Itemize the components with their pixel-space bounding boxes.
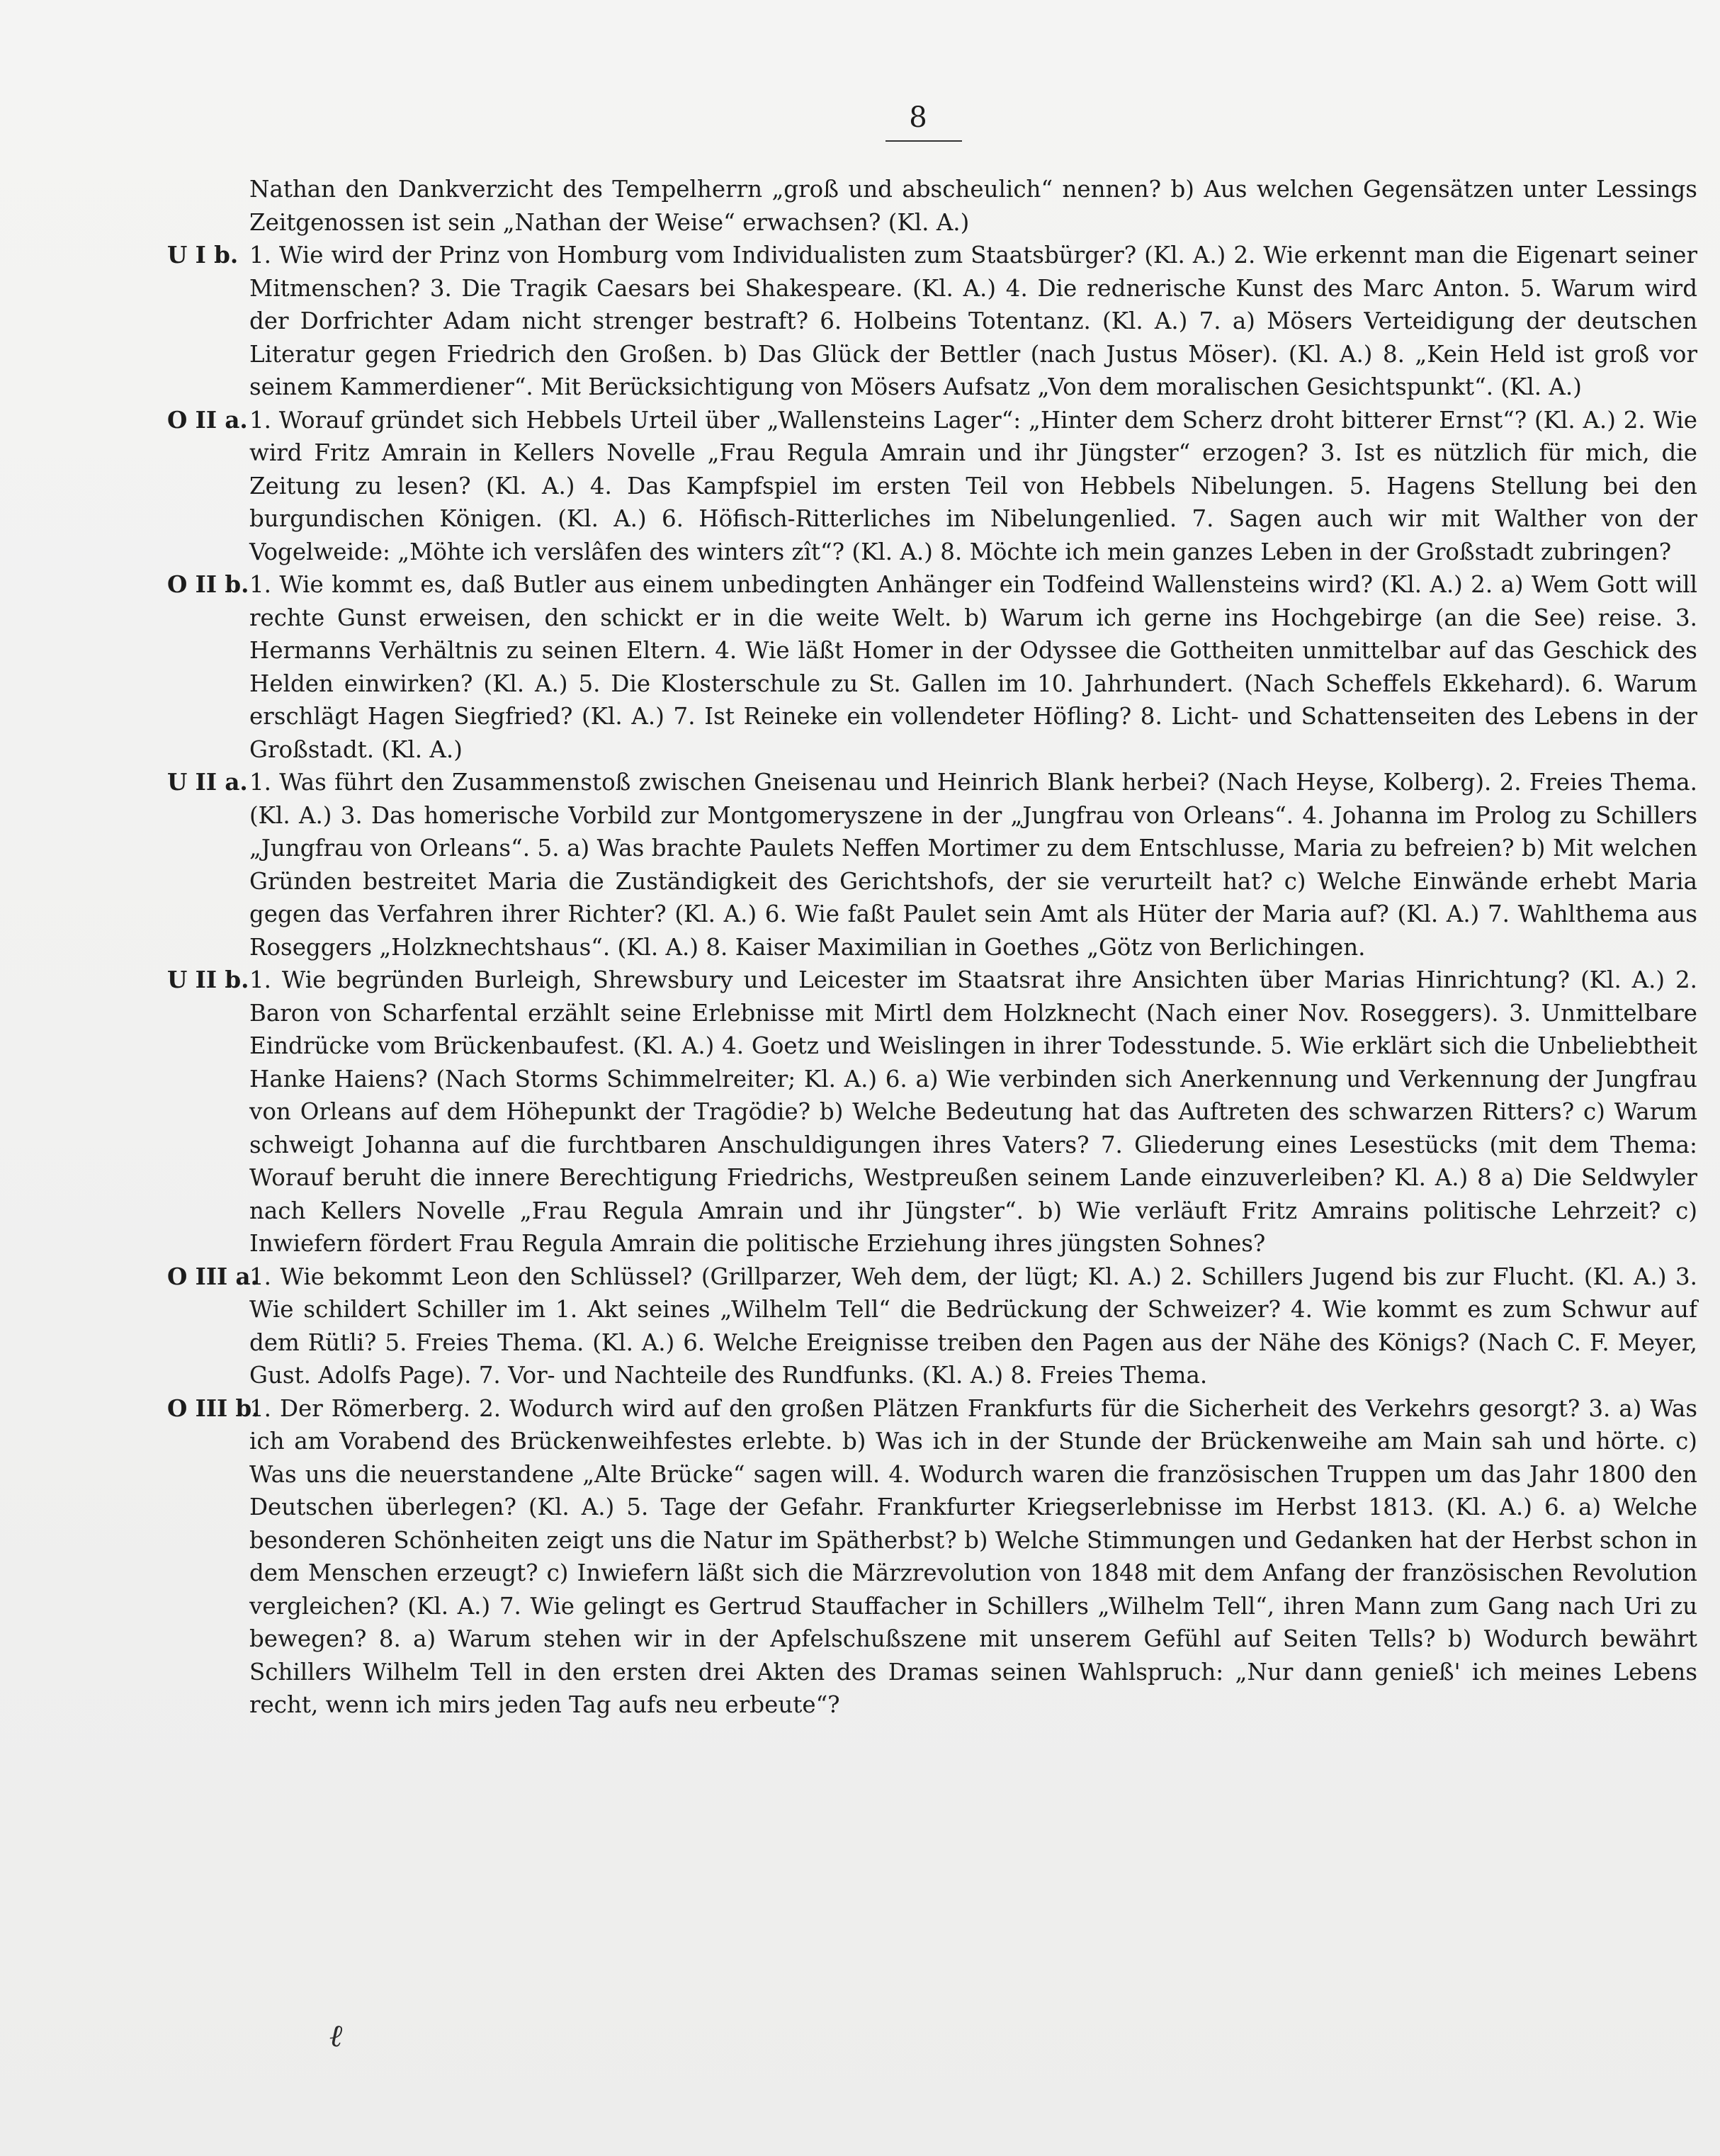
section-label: O III a.: [167, 1262, 259, 1290]
section-label: U II a.: [167, 768, 248, 796]
section-text: 1. Was führt den Zusammenstoß zwischen Gneisenau und Heinrich Blank herbei? (Nach Heyse, Kolberg). 2. Freies Thema. (Kl. A.) 3. Das homerische Vorbild zur Montgomeryszene in der „Jungfrau von Orleans“. 4. Johanna im Prolog zu Schillers „Jungfrau von Orleans“. 5. a) Was brachte Paulets Neffen Mortimer zu dem Entschlusse, Maria zu befreien? b) Mit welchen Gründen bestreitet Maria die Zuständigkeit des Gerichtshofs, der sie verurteilt hat? c) Welche Einwände erhebt Maria gegen das Verfahren ihrer Richter? (Kl. A.) 6. Wie faßt Paulet sein Amt als Hüter der Maria auf? (Kl. A.) 7. Wahlthema aus Roseggers „Holzknechtshaus“. (Kl. A.) 8. Kaiser Maximilian in Goethes „Götz von Berlichingen.: [249, 769, 1697, 961]
section-text: 1. Wie bekommt Leon den Schlüssel? (Grillparzer, Weh dem, der lügt; Kl. A.) 2. Schillers Jugend bis zur Flucht. (Kl. A.) 3. Wie schildert Schiller im 1. Akt seines „Wilhelm Tell“ die Bedrückung der Schweizer? 4. Wie kommt es zum Schwur auf dem Rütli? 5. Freies Thema. (Kl. A.) 6. Welche Ereignisse treiben den Pagen aus der Nähe des Königs? (Nach C. F. Meyer, Gust. Adolfs Page). 7. Vor- und Nachteile des Rundfunks. (Kl. A.) 8. Freies Thema.: [249, 1263, 1697, 1389]
section-u-i-b: [167, 239, 1697, 404]
section-label: O II a.: [167, 405, 248, 434]
section-label: O II b.: [167, 570, 249, 598]
page-number-rule: [886, 140, 962, 142]
section-o-ii-b: [167, 568, 1697, 766]
stray-ink-mark: ℓ: [324, 2016, 348, 2055]
section-text: 1. Worauf gründet sich Hebbels Urteil über „Wallensteins Lager“: „Hinter dem Scherz droht bitterer Ernst“? (Kl. A.) 2. Wie wird Fritz Amrain in Kellers Novelle „Frau Regula Amrain und ihr Jüngster“ erzogen? 3. Ist es nützlich für mich, die Zeitung zu lesen? (Kl. A.) 4. Das Kampfspiel im ersten Teil von Hebbels Nibelungen. 5. Hagens Stellung bei den burgundischen Königen. (Kl. A.) 6. Höfisch-Ritterliches im Nibelungenlied. 7. Sagen auch wir mit Walther von der Vogelweide: „Möhte ich verslâfen des winters zît“? (Kl. A.) 8. Möchte ich mein ganzes Leben in der Großstadt zubringen?: [249, 406, 1697, 565]
section-text: 1. Wie begründen Burleigh, Shrewsbury und Leicester im Staatsrat ihre Ansichten über Marias Hinrichtung? (Kl. A.) 2. Baron von Scharfental erzählt seine Erlebnisse mit Mirtl dem Holzknecht (Nach einer Nov. Roseggers). 3. Unmittelbare Eindrücke vom Brückenbaufest. (Kl. A.) 4. Goetz und Weislingen in ihrer Todesstunde. 5. Wie erklärt sich die Unbeliebtheit Hanke Haiens? (Nach Storms Schimmelreiter; Kl. A.) 6. a) Wie verbinden sich Anerkennung und Verkennung der Jungfrau von Orleans auf dem Höhepunkt der Tragödie? b) Welche Bedeutung hat das Auftreten des schwarzen Ritters? c) Warum schweigt Johanna auf die furchtbaren Anschuldigungen ihres Vaters? 7. Gliederung eines Lesestücks (mit dem Thema: Worauf beruht die innere Berechtigung Friedrichs, Westpreußen seinem Lande einzuverleiben? Kl. A.) 8 a) Die Seldwyler nach Kellers Novelle „Frau Regula Amrain und ihr Jüngster“. b) Wie verläuft Fritz Amrains politische Lehrzeit? c) Inwiefern fördert Frau Regula Amrain die politische Erziehung ihres jüngsten Sohnes?: [249, 966, 1697, 1257]
section-o-iii-b: [167, 1392, 1697, 1722]
section-label: U II b.: [167, 966, 249, 993]
section-text: 1. Der Römerberg. 2. Wodurch wird auf den großen Plätzen Frankfurts für die Sicherheit des Verkehrs gesorgt? 3. a) Was ich am Vorabend des Brückenweihfestes erlebte. b) Was ich in der Stunde der Brückenweihe am Main sah und hörte. c) Was uns die neuerstandene „Alte Brücke“ sagen will. 4. Wodurch waren die französischen Truppen um das Jahr 1800 den Deutschen überlegen? (Kl. A.) 5. Tage der Gefahr. Frankfurter Kriegserlebnisse im Herbst 1813. (Kl. A.) 6. a) Welche besonderen Schönheiten zeigt uns die Natur im Spätherbst? b) Welche Stimmungen und Gedanken hat der Herbst schon in dem Menschen erzeugt? c) Inwiefern läßt sich die Märzrevolution von 1848 mit dem Anfang der französischen Revolution vergleichen? (Kl. A.) 7. Wie gelingt es Gertrud Stauffacher in Schillers „Wilhelm Tell“, ihren Mann zum Gang nach Uri zu bewegen? 8. a) Warum stehen wir in der Apfelschußszene mit unserem Gefühl auf Seiten Tells? b) Wodurch bewährt Schillers Wilhelm Tell in den ersten drei Akten des Dramas seinen Wahlspruch: „Nur dann genieß' ich meines Lebens recht, wenn ich mirs jeden Tag aufs neu erbeute“?: [249, 1394, 1697, 1718]
section-o-iii-a: [167, 1260, 1697, 1392]
document-body: [167, 173, 1697, 1722]
section-text: 1. Wie wird der Prinz von Homburg vom Individualisten zum Staatsbürger? (Kl. A.) 2. Wie erkennt man die Eigenart seiner Mitmenschen? 3. Die Tragik Caesars bei Shakespeare. (Kl. A.) 4. Die rednerische Kunst des Marc Anton. 5. Warum wird der Dorfrichter Adam nicht strenger bestraft? 6. Holbeins Totentanz. (Kl. A.) 7. a) Mösers Verteidigung der deutschen Literatur gegen Friedrich den Großen. b) Das Glück der Bettler (nach Justus Möser). (Kl. A.) 8. „Kein Held ist groß vor seinem Kammerdiener“. Mit Berücksichtigung von Mösers Aufsatz „Von dem moralischen Gesichtspunkt“. (Kl. A.): [249, 242, 1697, 400]
section-u-ii-b: [167, 964, 1697, 1260]
section-u-ii-a: [167, 766, 1697, 964]
section-label: U I b.: [167, 241, 239, 269]
page-number: 8: [909, 101, 927, 134]
intro-paragraph: Nathan den Dankverzicht des Tempelherrn „groß und abscheulich“ nennen? b) Aus welchen Gegensätzen unter Lessings Zeitgenossen ist sein „Nathan der Weise“ erwachsen? (Kl. A.): [249, 176, 1697, 236]
section-label: O III b.: [167, 1394, 260, 1422]
section-o-ii-a: [167, 404, 1697, 569]
section-text: 1. Wie kommt es, daß Butler aus einem unbedingten Anhänger ein Todfeind Wallensteins wird? (Kl. A.) 2. a) Wem Gott will rechte Gunst erweisen, den schickt er in die weite Welt. b) Warum ich gerne ins Hochgebirge (an die See) reise. 3. Hermanns Verhältnis zu seinen Eltern. 4. Wie läßt Homer in der Odyssee die Gottheiten unmittelbar auf das Geschick des Helden einwirken? (Kl. A.) 5. Die Klosterschule zu St. Gallen im 10. Jahrhundert. (Nach Scheffels Ekkehard). 6. Warum erschlägt Hagen Siegfried? (Kl. A.) 7. Ist Reineke ein vollendeter Höfling? 8. Licht- und Schattenseiten des Lebens in der Großstadt. (Kl. A.): [249, 571, 1697, 763]
